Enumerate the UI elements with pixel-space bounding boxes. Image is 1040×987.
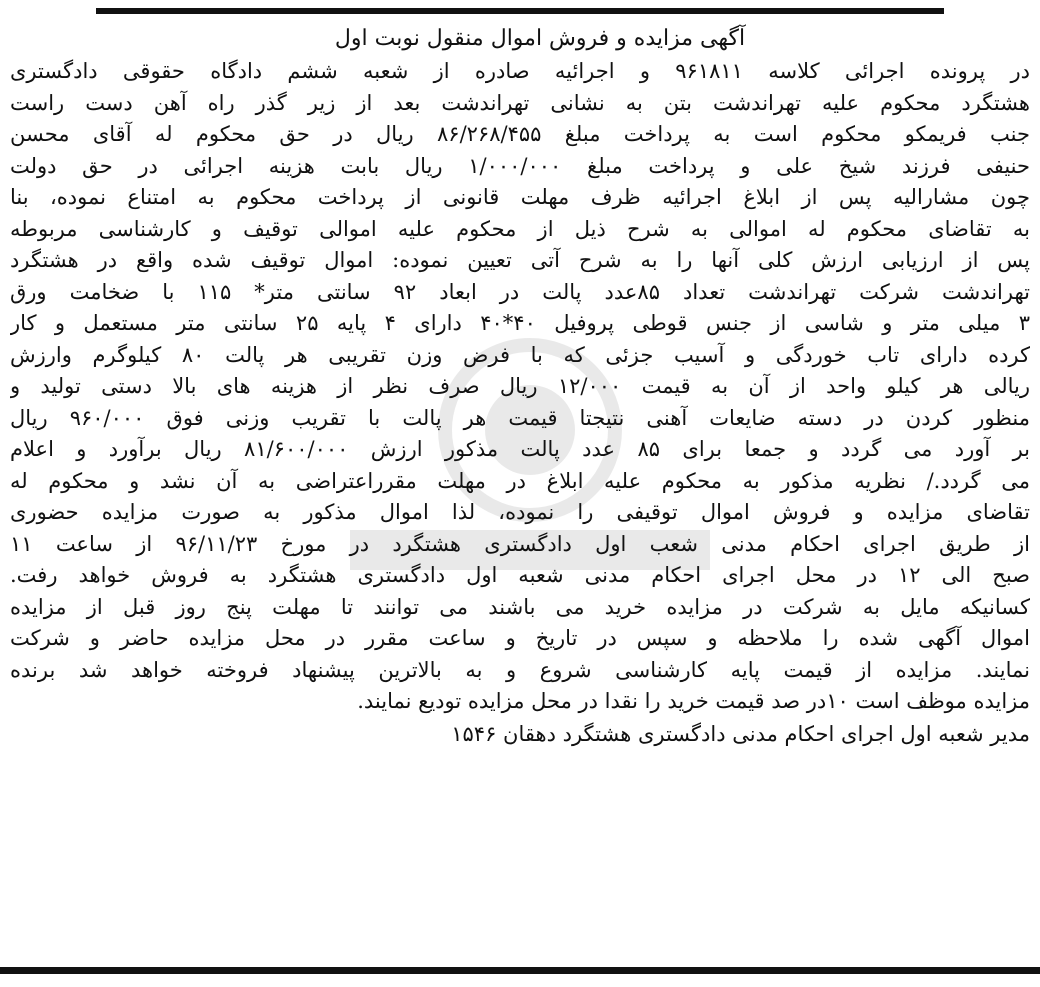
notice-line: ریالی هر کیلو واحد از آن به قیمت ۱۲/۰۰۰ ریال صرف نظر از هزینه های بالا دستی تولید و xyxy=(10,374,1030,398)
notice-line: پس از ارزیابی ارزش کلی آنها را به شرح آتی تعیین نموده: اموال توقیف شده واقع در هشتگرد xyxy=(10,248,1030,272)
notice-line: در پرونده اجرائی کلاسه ۹۶۱۸۱۱ و اجرائیه صادره از شعبه ششم دادگاه حقوقی دادگستری xyxy=(10,59,1030,83)
notice-line: چون مشارالیه پس از ابلاغ اجرائیه ظرف مهلت قانونی از پرداخت محکوم به امتناع نموده، بنا xyxy=(10,185,1030,209)
notice-line: بر آورد می گردد و جمعا برای ۸۵ عدد پالت مذکور ارزش ۸۱/۶۰۰/۰۰۰ ریال برآورد و اعلام xyxy=(10,437,1030,461)
notice-line: ۳ میلی متر و شاسی از جنس قوطی پروفیل ۴۰*۴۰ دارای ۴ پایه ۲۵ سانتی متر مستعمل و کار xyxy=(10,311,1030,335)
notice-line: حنیفی فرزند شیخ علی و پرداخت مبلغ ۱/۰۰۰/۰۰۰ ریال بابت هزینه اجرائی در حق دولت xyxy=(10,153,1030,178)
notice-line: هشتگرد محکوم علیه تهراندشت بتن به نشانی تهراندشت بعد از زیر گذر راه آهن دست راست xyxy=(10,90,1030,115)
top-border-rule xyxy=(96,8,944,14)
notice-line: صبح الی ۱۲ در محل اجرای احکام مدنی شعبه اول دادگستری هشتگرد به فروش خواهد رفت. xyxy=(10,563,1030,587)
notice-line: تهراندشت شرکت تهراندشت تعداد ۸۵عدد پالت در ابعاد ۹۲ سانتی متر* ۱۱۵ با ضخامت ورق xyxy=(10,279,1030,304)
notice-line: کرده دارای تاب خوردگی و آسیب جزئی که با فرض وزن تقریبی هر پالت ۸۰ کیلوگرم وارزش xyxy=(10,342,1030,367)
notice-line: تقاضای مزایده و فروش اموال توقیفی را نموده، لذا اموال مذکور به صورت مزایده حضوری xyxy=(10,500,1030,524)
notice-signature: مدیر شعبه اول اجرای احکام مدنی دادگستری هشتگرد دهقان ۱۵۴۶ xyxy=(451,721,1030,746)
notice-line: کسانیکه مایل به شرکت در مزایده خرید می باشند می توانند تا مهلت پنج روز قبل از مزایده xyxy=(10,594,1030,619)
notice-line: جنب فریمکو محکوم است به پرداخت مبلغ ۸۶/۲۶۸/۴۵۵ ریال در حق محکوم له آقای محسن xyxy=(10,122,1030,146)
notice-line: مزایده موظف است ۱۰در صد قیمت خرید را نقدا در محل مزایده تودیع نمایند. xyxy=(357,689,1030,713)
notice-title: آگهی مزایده و فروش اموال منقول نوبت اول xyxy=(334,26,746,51)
notice-line: اموال آگهی شده را ملاحظه و سپس در تاریخ و ساعت مقرر در محل مزایده حاضر و شرکت xyxy=(10,626,1030,650)
notice-line: نمایند. مزایده از قیمت پایه کارشناسی شروع و به بالاترین پیشنهاد فروخته خواهد شد برنده xyxy=(10,657,1030,682)
auction-notice xyxy=(10,22,1030,750)
notice-line: منظور کردن در دسته ضایعات آهنی نتیجتا قیمت هر پالت با تقریب وزنی فوق ۹۶۰/۰۰۰ ریال xyxy=(10,405,1030,430)
notice-line: از طریق اجرای احکام مدنی شعب اول دادگستری هشتگرد در مورخ ۹۶/۱۱/۲۳ از ساعت ۱۱ xyxy=(10,531,1030,556)
bottom-border-rule xyxy=(0,967,1040,974)
notice-line: به تقاضای محکوم له اموالی به شرح ذیل از محکوم علیه اموالی توقیف و کارشناسی مربوطه xyxy=(10,216,1030,241)
notice-line: می گردد./ نظریه مذکور به محکوم علیه ابلاغ در مهلت مقرراعتراضی به آن نشد و محکوم له xyxy=(10,468,1030,493)
